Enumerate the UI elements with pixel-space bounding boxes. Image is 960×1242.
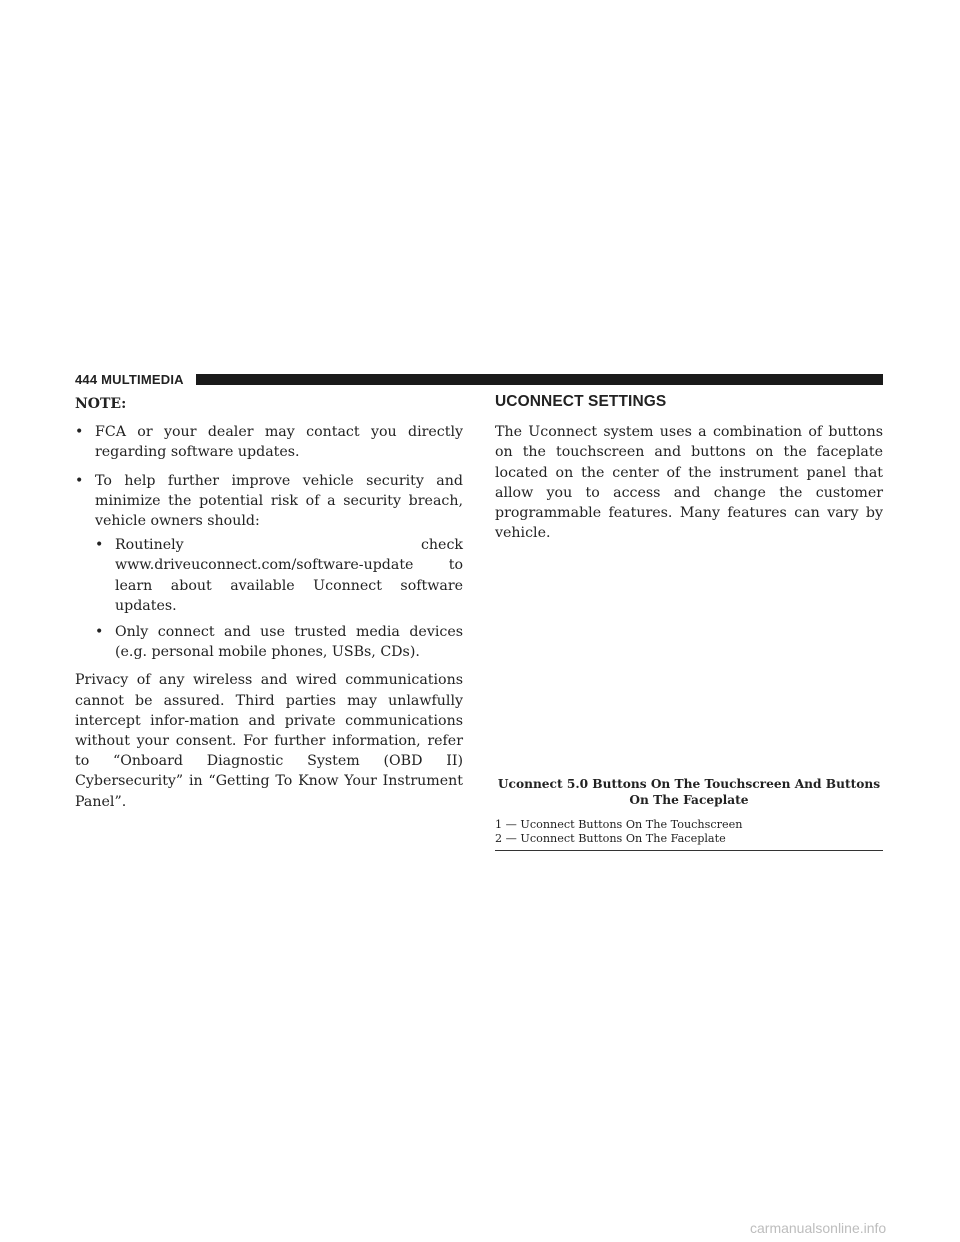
sub-bullet-list — [95, 535, 463, 662]
figure-legend — [495, 818, 883, 851]
header-rule — [196, 374, 883, 385]
caption-line: On The Faceplate — [629, 793, 749, 807]
bullet-text: To help further improve vehicle security and minimize the potential risk of a security breach, vehicle owners should: — [95, 472, 463, 530]
bullet-icon: • — [95, 624, 104, 641]
bullet-item — [75, 422, 463, 462]
sub-bullet-item — [95, 535, 463, 616]
privacy-paragraph: Privacy of any wireless and wired communications cannot be assured. Third parties may unlawfully intercept infor-mation and private communications without your consent. For further information, refer to “Onboard Diagnostic System (OBD II) Cybersecurity” in “Getting To Know Your Instrument Panel”. — [75, 672, 463, 810]
page-header — [75, 372, 883, 386]
figure-placeholder — [495, 543, 883, 800]
figure-caption — [495, 776, 883, 808]
sub-bullet-item — [95, 622, 463, 662]
bullet-text: FCA or your dealer may contact you directly regarding software updates. — [95, 424, 463, 461]
section-title: UCONNECT SETTINGS — [495, 393, 667, 410]
sub-bullet-text: Routinely check www.driveuconnect.com/software-update to learn about available Uconnect software updates. — [115, 537, 463, 614]
legend-item: 1 — Uconnect Buttons On The Touchscreen — [495, 818, 743, 831]
note-label: NOTE: — [75, 396, 127, 412]
bullet-icon: • — [75, 472, 84, 489]
sub-bullet-text: Only connect and use trusted media devices (e.g. personal mobile phones, USBs, CDs). — [115, 624, 463, 661]
bullet-icon: • — [95, 537, 104, 554]
caption-line: Uconnect 5.0 Buttons On The Touchscreen And Buttons — [497, 777, 881, 791]
settings-paragraph: The Uconnect system uses a combination of buttons on the touchscreen and buttons on the faceplate located on the center of the instrument panel that allow you to access and change the customer programmable features. Many features can vary by vehicle. — [495, 424, 883, 542]
legend-item: 2 — Uconnect Buttons On The Faceplate — [495, 832, 726, 845]
page-number-section: 444 MULTIMEDIA — [75, 371, 184, 387]
bullet-item — [75, 471, 463, 663]
left-column — [75, 394, 463, 812]
bullet-icon: • — [75, 424, 84, 441]
watermark-text: carmanualsonline.info — [750, 1220, 887, 1236]
right-column — [495, 392, 883, 800]
